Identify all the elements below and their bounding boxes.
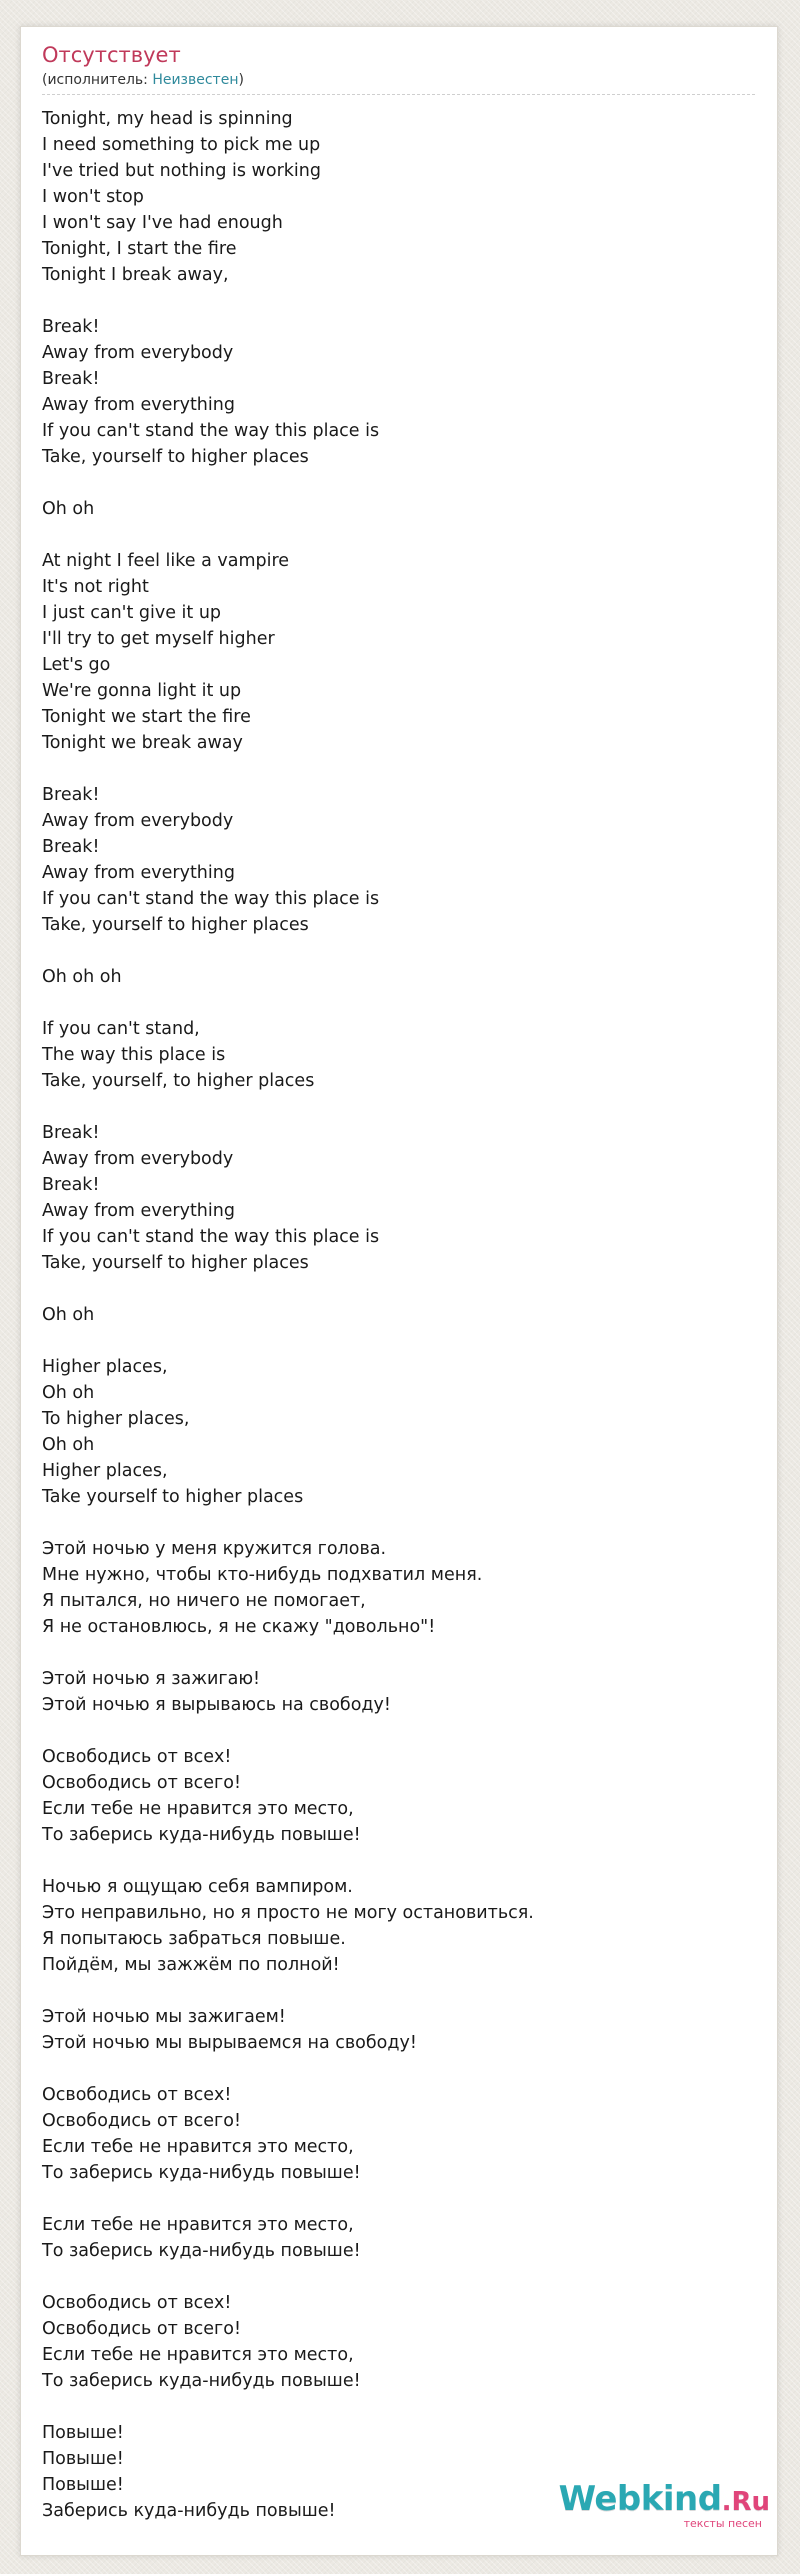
lyric-line: Я пытался, но ничего не помогает, [42,1591,366,1611]
lyric-blank-line [42,2394,742,2420]
lyric-line: То заберись куда-нибудь повыше! [42,2241,361,2261]
lyric-line: Заберись куда-нибудь повыше! [42,2501,336,2521]
lyric-line: Away from everybody [42,343,234,363]
lyric-blank-line [42,2264,742,2290]
lyric-line: Tonight, my head is spinning [42,109,293,129]
lyric-line: Повыше! [42,2449,124,2469]
lyric-blank-line [42,1640,742,1666]
lyric-blank-line [42,288,742,314]
lyric-blank-line [42,2186,742,2212]
brand-tld: .Ru [721,2487,770,2517]
lyric-line: Take, yourself to higher places [42,915,309,935]
lyric-line: Мне нужно, чтобы кто-нибудь подхватил меня. [42,1565,483,1585]
lyric-line: Oh oh [42,1305,95,1325]
lyric-line: Если тебе не нравится это место, [42,1799,354,1819]
lyric-line: Если тебе не нравится это место, [42,2137,354,2157]
lyric-line: Этой ночью я зажигаю! [42,1669,261,1689]
lyric-line: To higher places, [42,1409,190,1429]
lyric-line: If you can't stand the way this place is [42,889,380,909]
lyric-line: Break! [42,837,100,857]
lyric-line: Этой ночью мы зажигаем! [42,2007,286,2027]
lyric-blank-line [42,756,742,782]
lyric-line: If you can't stand the way this place is [42,1227,380,1247]
brand-name [559,2480,770,2521]
lyric-line: Этой ночью я вырываюсь на свободу! [42,1695,391,1715]
lyric-line: Tonight we break away [42,733,243,753]
lyric-line: Break! [42,1175,100,1195]
lyric-line: Oh oh [42,499,95,519]
lyric-line: I've tried but nothing is working [42,161,321,181]
lyric-line: Away from everybody [42,811,234,831]
artist-suffix: ) [238,72,244,88]
lyric-line: Ночью я ощущаю себя вампиром. [42,1877,353,1897]
brand-logo[interactable] [559,2480,770,2530]
lyric-line: Take, yourself, to higher places [42,1071,315,1091]
lyric-blank-line [42,2056,742,2082]
lyric-line: Освободись от всех! [42,2293,232,2313]
lyric-line: I'll try to get myself higher [42,629,275,649]
lyric-line: If you can't stand the way this place is [42,421,380,441]
lyric-blank-line [42,1328,742,1354]
lyric-blank-line [42,522,742,548]
lyric-blank-line [42,1276,742,1302]
lyric-line: Освободись от всех! [42,2085,232,2105]
lyric-line: Away from everybody [42,1149,234,1169]
lyric-line: Break! [42,317,100,337]
lyric-line: То заберись куда-нибудь повыше! [42,1825,361,1845]
lyric-blank-line [42,1718,742,1744]
lyric-line: Oh oh oh [42,967,122,987]
lyric-line: Oh oh [42,1383,95,1403]
lyric-blank-line [42,938,742,964]
lyric-line: Higher places, [42,1357,168,1377]
lyric-blank-line [42,1510,742,1536]
artist-link[interactable]: Неизвестен [152,72,239,88]
lyric-line: Освободись от всего! [42,2319,241,2339]
lyric-line: If you can't stand, [42,1019,200,1039]
lyric-line: Если тебе не нравится это место, [42,2215,354,2235]
lyric-line: It's not right [42,577,149,597]
lyric-line: Это неправильно, но я просто не могу остановиться. [42,1903,534,1923]
lyric-line: Пойдём, мы зажжём по полной! [42,1955,340,1975]
lyric-line: Освободись от всех! [42,1747,232,1767]
lyric-line: То заберись куда-нибудь повыше! [42,2163,361,2183]
lyric-blank-line [42,1094,742,1120]
artist-line [42,72,244,88]
header-divider [42,94,755,95]
lyric-line: Освободись от всего! [42,2111,241,2131]
lyric-line: We're gonna light it up [42,681,242,701]
artist-prefix: (исполнитель: [42,72,153,88]
lyric-line: The way this place is [42,1045,226,1065]
brand-name-main: Webkind [558,2479,722,2519]
lyric-line: Take yourself to higher places [42,1487,304,1507]
lyric-line: Tonight we start the fire [42,707,251,727]
lyric-line: Break! [42,1123,100,1143]
lyric-line: Away from everything [42,395,235,415]
lyric-line: Я попытаюсь забраться повыше. [42,1929,346,1949]
lyric-line: Let's go [42,655,111,675]
lyric-line: Освободись от всего! [42,1773,241,1793]
lyric-blank-line [42,990,742,1016]
lyric-line: Break! [42,369,100,389]
lyric-line: I won't stop [42,187,144,207]
lyric-line: Tonight, I start the fire [42,239,237,259]
lyric-line: То заберись куда-нибудь повыше! [42,2371,361,2391]
lyric-line: Tonight I break away, [42,265,229,285]
lyric-line: At night I feel like a vampire [42,551,290,571]
lyric-line: Oh oh [42,1435,95,1455]
lyric-line: I won't say I've had enough [42,213,283,233]
lyric-line: Take, yourself to higher places [42,1253,309,1273]
song-title: Отсутствует [42,43,181,67]
lyric-line: Этой ночью мы вырываемся на свободу! [42,2033,417,2053]
lyric-line: Этой ночью у меня кружится голова. [42,1539,387,1559]
lyric-blank-line [42,1978,742,2004]
lyric-line: Away from everything [42,863,235,883]
lyrics-card [20,26,778,2556]
lyric-blank-line [42,1848,742,1874]
lyric-line: I just can't give it up [42,603,222,623]
lyric-blank-line [42,470,742,496]
lyric-line: Повыше! [42,2423,124,2443]
lyric-line: Higher places, [42,1461,168,1481]
lyric-line: Повыше! [42,2475,124,2495]
lyric-line: Away from everything [42,1201,235,1221]
brand-tagline: тексты песен [683,2517,762,2530]
lyric-line: Если тебе не нравится это место, [42,2345,354,2365]
lyric-line: Take, yourself to higher places [42,447,309,467]
lyric-line: Break! [42,785,100,805]
lyric-line: I need something to pick me up [42,135,321,155]
lyric-line: Я не остановлюсь, я не скажу "довольно"! [42,1617,436,1637]
lyrics-text [42,106,742,2524]
